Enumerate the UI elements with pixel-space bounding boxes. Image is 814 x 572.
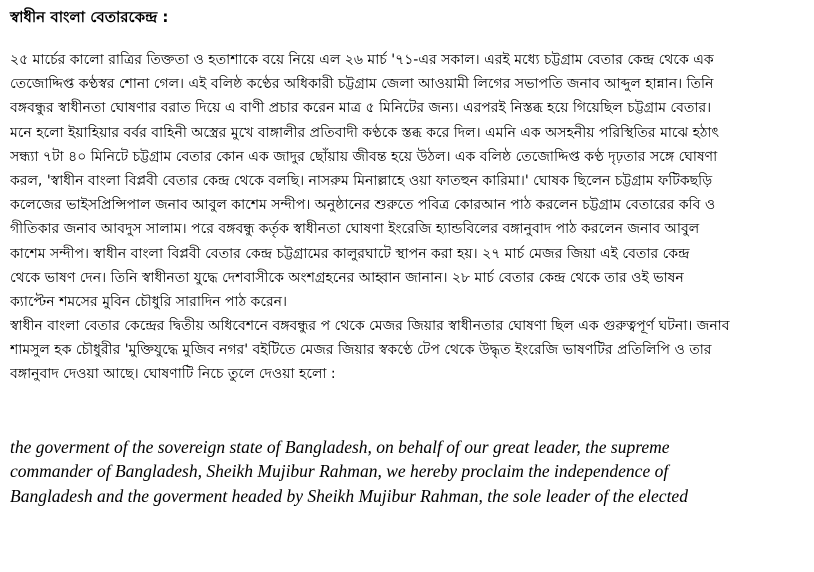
document-body [10,6,810,508]
quote-line: commander of Bangladesh, Sheikh Mujibur Rahman, we hereby proclaim the independence of [10,461,669,482]
text-line: বঙ্গবন্ধুর স্বাধীনতা ঘোষণার বরাত দিয়ে এ বাণী প্রচার করেন মাত্র ৫ মিনিটের জন্য। এরপরই নিস্তব্ধ হয়ে গিয়েছিল চট্টগ্রাম বেতার। [10,100,712,117]
english-quote [10,435,810,509]
text-line: ক্যাপ্টেন শমসের মুবিন চৌধুরি সারাদিন পাঠ করেন। [10,293,288,310]
text-line: গীতিকার জনাব আবদুস সালাম। পরে বঙ্গবন্ধু কর্তৃক স্বাধীনতা ঘোষণা ইংরেজি হ্যান্ডবিলের বঙ্গানুবাদ পাঠ করলেন জনাব আবুল [10,221,700,238]
text-line: থেকে ভাষণ দেন। তিনি স্বাধীনতা যুদ্ধে দেশবাসীকে অংশগ্রহনের আহ্বান জানান। ২৮ মার্চ বেতার কেন্দ্র থেকে তার ওই ভাষন [10,269,684,286]
page-title: স্বাধীন বাংলা বেতারকেন্দ্র : [10,8,169,26]
text-line: ২৫ মার্চের কালো রাত্রির তিক্ততা ও হতাশাকে বয়ে নিয়ে এল ২৬ মার্চ '৭১-এর সকাল। এরই মধ্যে চট্টগ্রাম বেতার কেন্দ্র থেকে এক [10,52,714,68]
text-line: কলেজের ভাইসপ্রিন্সিপাল জনাব আবুল কাশেম সন্দীপ। অনুষ্ঠানের শুরুতে পবিত্র কোরআন পাঠ করলেন চট্টগ্রাম বেতারের কবি ও [10,197,716,214]
text-line: স্বাধীন বাংলা বেতার কেন্দ্রের দ্বিতীয় অধিবেশনে বঙ্গবন্ধুর প থেকে মেজর জিয়ার স্বাধীনতার ঘোষণা ছিল এক গুরুত্বপূর্ণ ঘটনা। জনাব [10,318,730,335]
text-line: সন্ধ্যা ৭টা ৪০ মিনিটে চট্টগ্রাম বেতার কোন এক জাদুর ছোঁয়ায় জীবন্ত হয়ে উঠল। এক বলিষ্ঠ তেজোদ্দিপ্ত কণ্ঠ দৃঢ়তার সঙ্গে ঘোষণা [10,148,718,165]
bengali-paragraph [10,48,810,387]
quote-line: Bangladesh and the goverment headed by Sheikh Mujibur Rahman, the sole leader of the elected [10,485,688,506]
text-line: মনে হলো ইয়াহিয়ার বর্বর বাহিনী অস্ত্রের মুখে বাঙ্গালীর প্রতিবাদী কণ্ঠকে স্তব্ধ করে দিল। এমনি এক অসহনীয় পরিস্থিতির মাঝে হঠাৎ [10,124,719,141]
text-line: কাশেম সন্দীপ। স্বাধীন বাংলা বিপ্লবী বেতার কেন্দ্র চট্টগ্রামের কালুরঘাটে স্থাপন করা হয়। ২৭ মার্চ মেজর জিয়া এই বেতার কেন্দ্র [10,245,690,262]
text-line: তেজোদ্দিপ্ত কণ্ঠস্বর শোনা গেল। এই বলিষ্ঠ কণ্ঠের অধিকারী চট্টগ্রাম জেলা আওয়ামী লিগের সভাপতি জনাব আব্দুল হান্নান। তিনি [10,76,714,93]
paragraph-gap [10,387,810,435]
text-line: করল, 'স্বাধীন বাংলা বিপ্লবী বেতার কেন্দ্র থেকে বলছি। নাসরুম মিনাল্লাহে ওয়া ফাতহুন কারিমা।' ঘোষক ছিলেন চট্টগ্রাম ফটিকছড়ি [10,172,713,189]
quote-line: the goverment of the sovereign state of Bangladesh, on behalf of our great leader, the supreme [10,436,670,457]
text-line: বঙ্গানুবাদ দেওয়া আছে। ঘোষণাটি নিচে তুলে দেওয়া হলো : [10,366,336,383]
text-line: শামসুল হক চৌধুরীর 'মুক্তিযুদ্ধে মুজিব নগর' বইটিতে মেজর জিয়ার স্বকণ্ঠে টেপ থেকে উদ্ধৃত ইংরেজি ভাষণটির প্রতিলিপি ও তার [10,342,712,359]
